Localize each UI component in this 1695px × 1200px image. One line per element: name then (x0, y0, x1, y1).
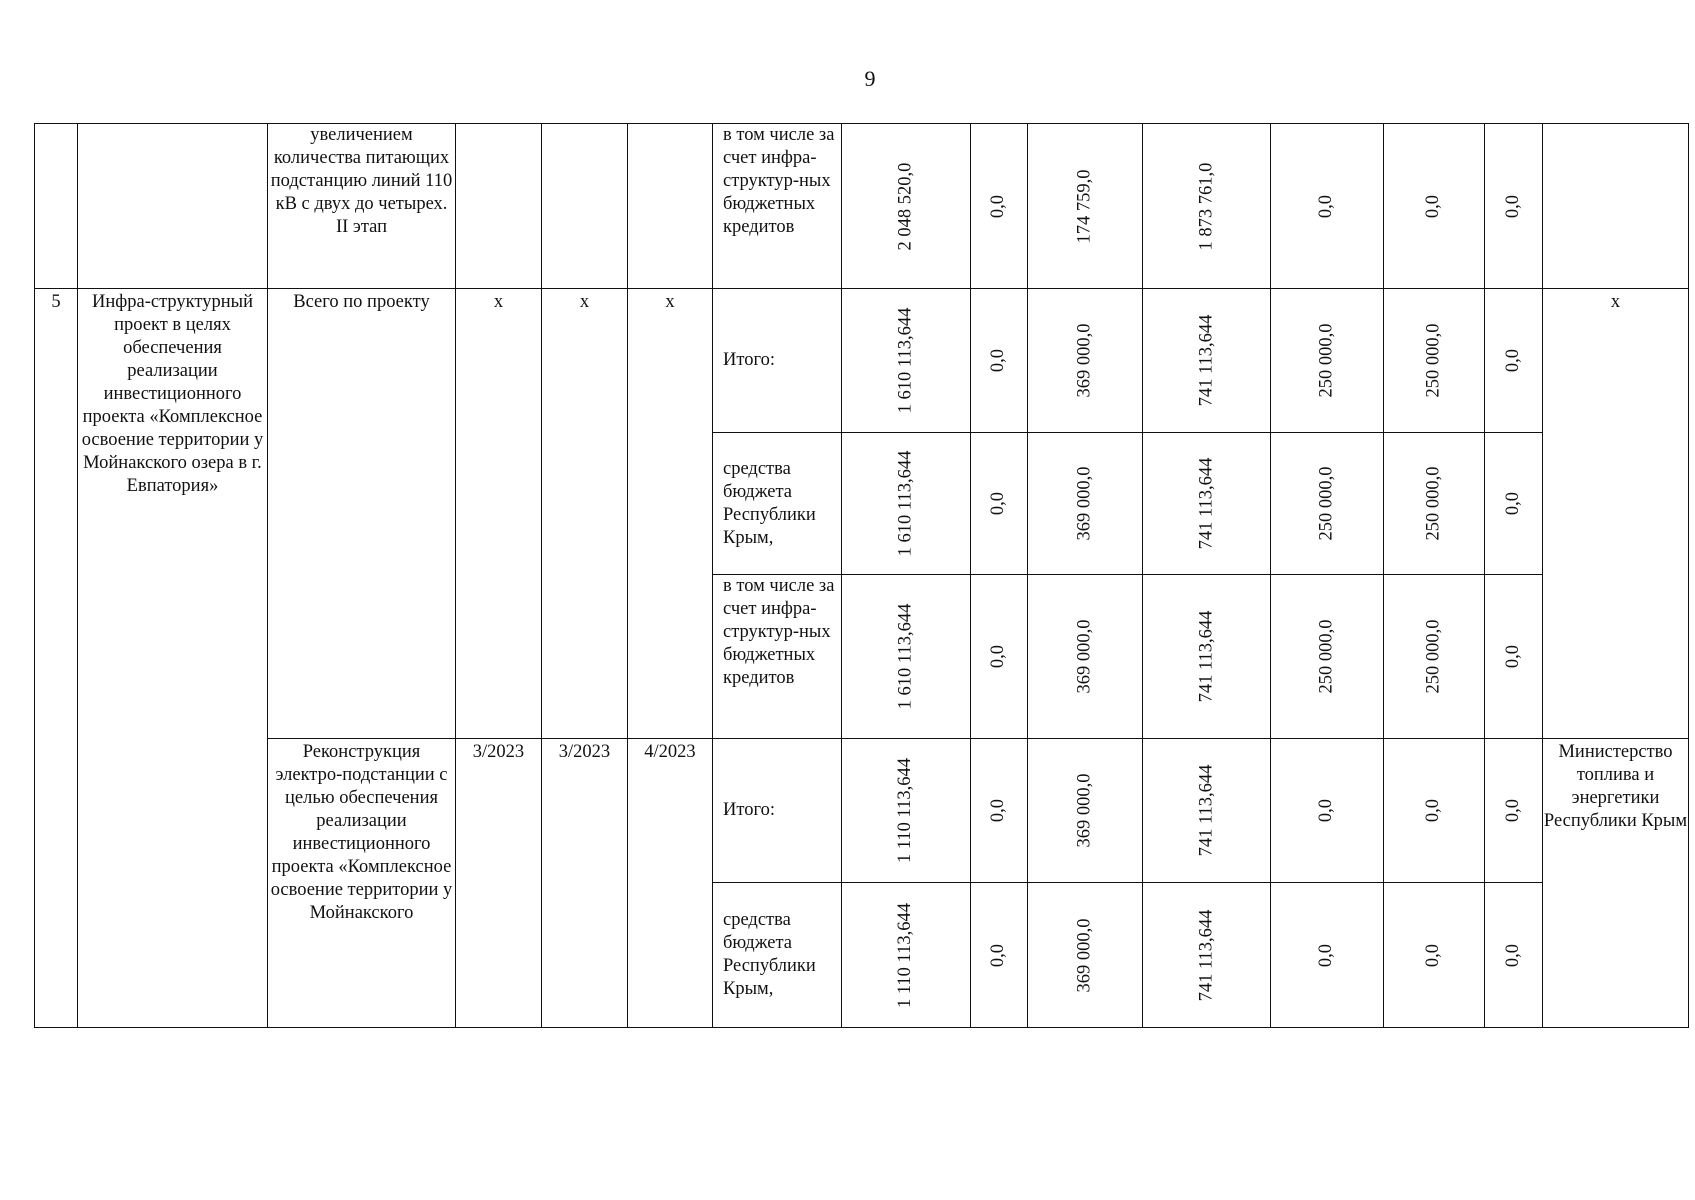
cell-total: 1 110 113,644 (842, 739, 971, 883)
cell-total: 2 048 520,0 (842, 124, 971, 289)
cell-source: Итого: (713, 289, 842, 433)
cell-total: 1 610 113,644 (842, 289, 971, 433)
financing-table (34, 123, 1689, 1028)
cell-value: 0,0 (1485, 883, 1543, 1028)
cell-value: 0,0 (971, 575, 1028, 739)
cell-source: Итого: (713, 739, 842, 883)
cell-value: 369 000,0 (1028, 575, 1143, 739)
cell-source: средства бюджета Республики Крым, (713, 433, 842, 575)
cell-value: 0,0 (1485, 124, 1543, 289)
cell-value: 0,0 (971, 883, 1028, 1028)
cell-value: 0,0 (971, 433, 1028, 575)
cell-x-mark: x (456, 289, 542, 739)
cell-start-design: 3/2023 (456, 739, 542, 1028)
cell-value: 250 000,0 (1384, 575, 1485, 739)
page-number: 9 (864, 66, 876, 91)
cell-project-name: Инфра-структурный проект в целях обеспечения реализации инвестиционного проекта «Комплексное освоение территории у Мойнакского озера в г. Евпатория» (78, 289, 268, 1028)
cell-object-name: Реконструкция электро-подстанции с целью обеспечения реализации инвестиционного проекта «Комплексное освоение территории у Мойнакского (268, 739, 456, 1028)
cell-x-mark: x (628, 289, 713, 739)
cell-value: 369 000,0 (1028, 433, 1143, 575)
cell-value: 0,0 (1485, 433, 1543, 575)
cell-source: средства бюджета Республики Крым, (713, 883, 842, 1028)
cell-value: 369 000,0 (1028, 739, 1143, 883)
cell-value: 250 000,0 (1271, 575, 1384, 739)
cell-value: 741 113,644 (1143, 289, 1271, 433)
cell-value: 741 113,644 (1143, 883, 1271, 1028)
cell-number (35, 124, 78, 289)
cell-end: 4/2023 (628, 739, 713, 1028)
cell-x-mark: x (542, 289, 628, 739)
cell-total: 1 110 113,644 (842, 883, 971, 1028)
cell-value: 0,0 (1271, 124, 1384, 289)
cell-object-name: увеличением количества питающих подстанцию линий 110 кВ с двух до четырех. II этап (268, 124, 456, 289)
cell-start-construction: 3/2023 (542, 739, 628, 1028)
cell-value: 250 000,0 (1384, 433, 1485, 575)
cell-value: 250 000,0 (1271, 433, 1384, 575)
cell-value: 741 113,644 (1143, 739, 1271, 883)
cell-responsible: Министерство топлива и энергетики Республики Крым (1543, 739, 1689, 1028)
cell-start-construction (542, 124, 628, 289)
object-total-row (35, 739, 1689, 883)
cell-value: 250 000,0 (1384, 289, 1485, 433)
cell-source: в том числе за счет инфра-структур-ных бюджетных кредитов (713, 124, 842, 289)
cell-value: 741 113,644 (1143, 575, 1271, 739)
cell-source: в том числе за счет инфра-структур-ных бюджетных кредитов (713, 575, 842, 739)
cell-value: 0,0 (971, 739, 1028, 883)
cell-responsible (1543, 124, 1689, 289)
cell-value: 369 000,0 (1028, 883, 1143, 1028)
cell-value: 369 000,0 (1028, 289, 1143, 433)
cell-value: 0,0 (1271, 739, 1384, 883)
cell-value: 0,0 (1485, 739, 1543, 883)
cell-total: 1 610 113,644 (842, 575, 971, 739)
cell-value: 741 113,644 (1143, 433, 1271, 575)
cell-value: 1 873 761,0 (1143, 124, 1271, 289)
cell-project-name (78, 124, 268, 289)
project-total-row (35, 289, 1689, 433)
cell-value: 0,0 (1384, 739, 1485, 883)
cell-value: 0,0 (971, 289, 1028, 433)
cell-value: 0,0 (971, 124, 1028, 289)
cell-responsible: x (1543, 289, 1689, 739)
cell-total-label: Всего по проекту (268, 289, 456, 739)
cell-value: 0,0 (1384, 883, 1485, 1028)
cell-value: 174 759,0 (1028, 124, 1143, 289)
cell-value: 250 000,0 (1271, 289, 1384, 433)
cell-value: 0,0 (1271, 883, 1384, 1028)
cell-value: 0,0 (1485, 575, 1543, 739)
cell-project-number: 5 (35, 289, 78, 1028)
cell-end (628, 124, 713, 289)
continuation-row (35, 124, 1689, 289)
cell-value: 0,0 (1485, 289, 1543, 433)
cell-total: 1 610 113,644 (842, 433, 971, 575)
cell-start-design (456, 124, 542, 289)
cell-value: 0,0 (1384, 124, 1485, 289)
